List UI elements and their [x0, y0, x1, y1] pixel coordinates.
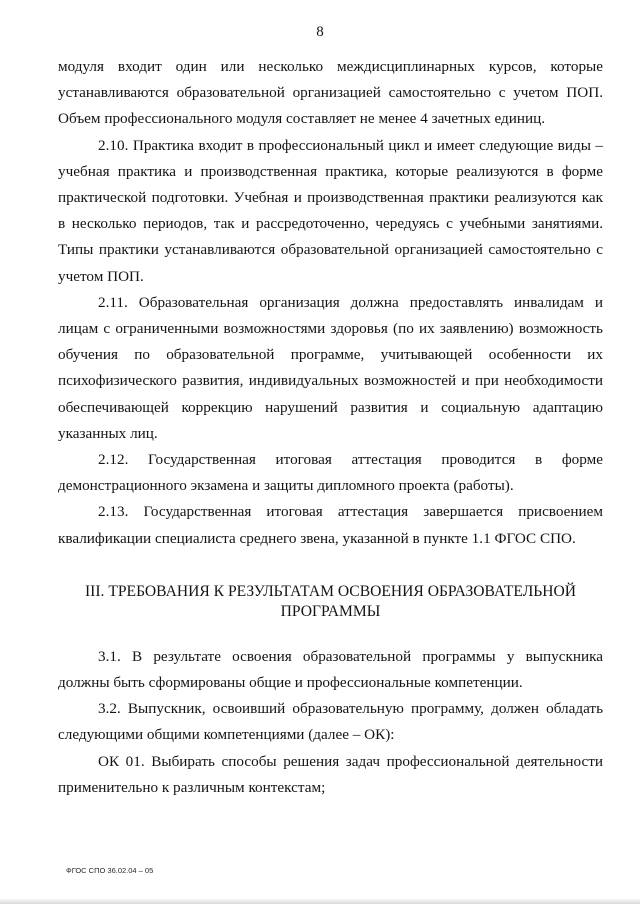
section-heading: III. ТРЕБОВАНИЯ К РЕЗУЛЬТАТАМ ОСВОЕНИЯ ОБРАЗОВАТЕЛЬНОЙ ПРОГРАММЫ	[84, 582, 577, 620]
competency-ok-01: ОК 01. Выбирать способы решения задач профессиональной деятельности применительно к различным контекстам;	[58, 752, 603, 796]
paragraph-3-1: 3.1. В результате освоения образовательной программы у выпускника должны быть сформированы общие и профессиональные компетенции.	[58, 647, 603, 692]
paragraph-continuation: модуля входит один или несколько междисциплинарных курсов, которые устанавливаются образовательной организацией самостоятельно с учетом ПОП. Объем профессионального модуля составляет не менее 4 зачетных единиц.	[58, 58, 603, 128]
paragraph-3-2: 3.2. Выпускник, освоивший образовательную программу, должен обладать следующими общими компетенциями (далее – ОК):	[58, 700, 603, 744]
document-body	[58, 54, 603, 801]
scan-bottom-edge	[0, 898, 640, 904]
paragraph-2-10: 2.10. Практика входит в профессиональный цикл и имеет следующие виды – учебная практика и производственная практика, которые реализуются в форме практической подготовки. Учебная и производственная практики реализуются как в несколько периодов, так и рассредоточенно, чередуясь с учебными занятиями. Типы практики устанавливаются образовательной организацией самостоятельно с учетом ПОП.	[58, 136, 603, 285]
document-footer-code: ФГОС СПО 36.02.04 – 05	[66, 866, 154, 875]
paragraph-2-11: 2.11. Образовательная организация должна предоставлять инвалидам и лицам с ограниченными возможностями здоровья (по их заявлению) возможность обучения по образовательной программе, учитывающей особенности их психофизического развития, индивидуальных возможностей и при необходимости обеспечивающей коррекцию нарушений развития и социальную адаптацию указанных лиц.	[58, 293, 603, 442]
page-number: 8	[316, 24, 324, 40]
paragraph-2-12: 2.12. Государственная итоговая аттестация проводится в форме демонстрационного экзамена и защиты дипломного проекта (работы).	[58, 451, 603, 495]
paragraph-2-13: 2.13. Государственная итоговая аттестация завершается присвоением квалификации специалиста среднего звена, указанной в пункте 1.1 ФГОС СПО.	[58, 503, 603, 547]
